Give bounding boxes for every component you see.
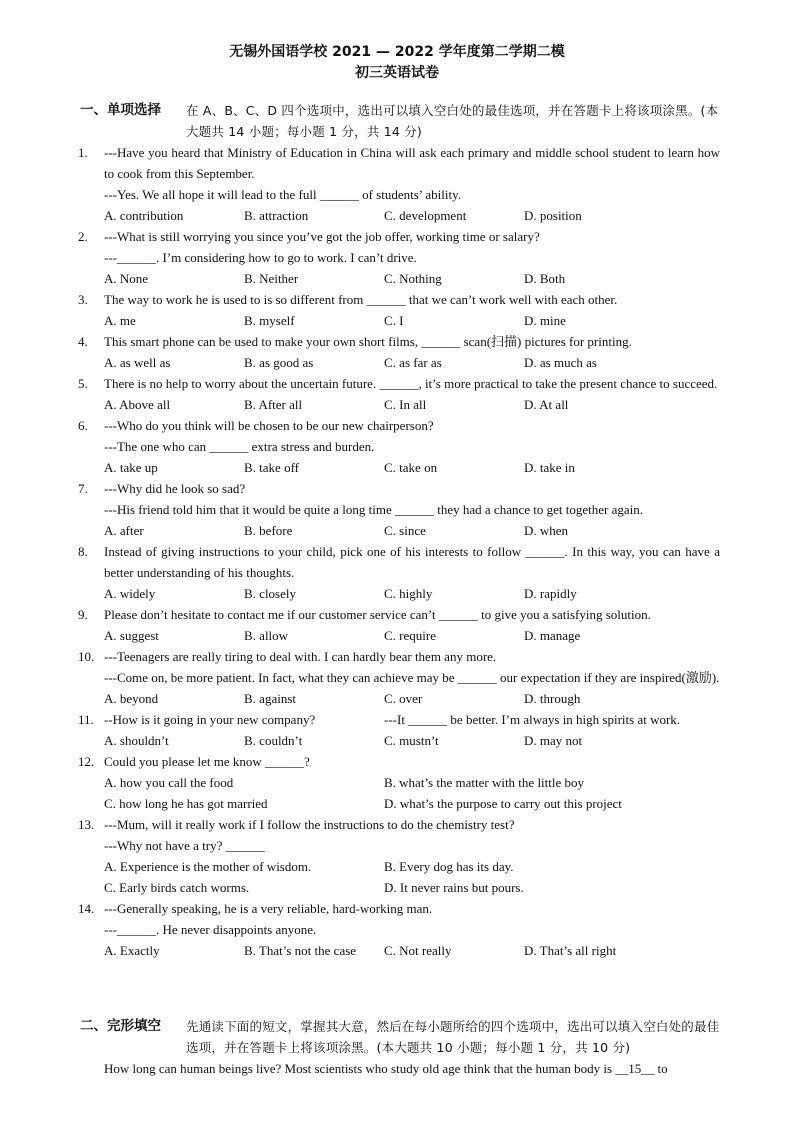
option: A. beyond [104, 691, 159, 706]
option: A. Above all [104, 397, 171, 412]
question-number: 2. [78, 229, 88, 244]
exam-title: 无锡外国语学校 2021 — 2022 学年度第二学期二模 [229, 44, 565, 60]
option: D. manage [524, 628, 581, 643]
option: C. since [384, 523, 426, 538]
options [104, 457, 720, 478]
question [80, 646, 720, 709]
option: A. how you call the food [104, 775, 234, 790]
question [80, 709, 720, 751]
option: B. Neither [244, 271, 299, 286]
option: B. closely [244, 586, 296, 601]
question-number: 3. [78, 292, 88, 307]
option: A. shouldn’t [104, 733, 169, 748]
option: C. require [384, 628, 436, 643]
question [80, 478, 720, 541]
cloze-passage: How long can human beings live? Most scientists who study old age think that the human body is __15__ to [104, 1061, 668, 1076]
option: C. over [384, 691, 423, 706]
question-text: --How is it going in your new company? [104, 712, 316, 727]
question-number: 11. [78, 712, 94, 727]
question-text: ---The one who can ______ extra stress and burden. [104, 439, 375, 454]
question-number: 1. [78, 145, 88, 160]
question [80, 331, 720, 373]
question-number: 10. [78, 649, 95, 664]
option: A. me [104, 313, 136, 328]
section-instruction: 先通读下面的短文，掌握其大意，然后在每小题所给的四个选项中，选出可以填入空白处的最佳选项，并在答题卡上将该项涂黑。(本大题共 10 小题；每小题 1 分，共 10 分) [186, 1019, 720, 1055]
option: B. against [244, 691, 296, 706]
option: D. That’s all right [524, 943, 617, 958]
option: B. take off [244, 460, 299, 475]
option: D. position [524, 208, 582, 223]
options [104, 205, 720, 226]
option: C. In all [384, 397, 427, 412]
question [80, 604, 720, 646]
question-text: ---What is still worrying you since you’ve got the job offer, working time or salary? [104, 229, 540, 244]
question-text: Could you please let me know ______? [104, 754, 310, 769]
option: A. suggest [104, 628, 159, 643]
option: B. what’s the matter with the little boy [384, 775, 585, 790]
question [80, 415, 720, 478]
option: A. take up [104, 460, 158, 475]
option: C. I [384, 313, 404, 328]
option: B. attraction [244, 208, 309, 223]
options [104, 268, 720, 289]
option: A. Experience is the mother of wisdom. [104, 859, 312, 874]
options [104, 856, 720, 877]
question-text: ---Yes. We all hope it will lead to the full ______ of students’ ability. [104, 187, 462, 202]
option: A. as well as [104, 355, 171, 370]
question-text: ---______. He never disappoints anyone. [104, 922, 317, 937]
option: D. as much as [524, 355, 597, 370]
question [80, 142, 720, 226]
options [104, 730, 720, 751]
question [80, 541, 720, 604]
option: A. widely [104, 586, 156, 601]
options [104, 940, 720, 961]
option: A. after [104, 523, 144, 538]
options [104, 772, 720, 793]
question [80, 751, 720, 814]
question-number: 6. [78, 418, 88, 433]
option: C. development [384, 208, 467, 223]
question-number: 8. [78, 544, 88, 559]
option: D. through [524, 691, 581, 706]
option: D. Both [524, 271, 566, 286]
question [80, 898, 720, 961]
question-text: There is no help to worry about the uncertain future. ______, it’s more practical to take the present chance to succeed. [104, 376, 718, 391]
option: D. may not [524, 733, 583, 748]
option: B. couldn’t [244, 733, 303, 748]
question-text: ---Teenagers are really tiring to deal with. I can hardly bear them any more. [104, 649, 497, 664]
option: D. At all [524, 397, 569, 412]
option: B. myself [244, 313, 295, 328]
options [104, 877, 720, 898]
question-text: ---Why did he look so sad? [104, 481, 246, 496]
option: D. when [524, 523, 569, 538]
option: D. It never rains but pours. [384, 880, 524, 895]
question-number: 9. [78, 607, 88, 622]
question-number: 7. [78, 481, 88, 496]
option: B. Every dog has its day. [384, 859, 514, 874]
options [104, 625, 720, 646]
question-number: 5. [78, 376, 88, 391]
section-single-choice [80, 100, 720, 961]
question-text: ---Have you heard that Ministry of Education in China will ask each primary and middle school student to learn how to cook from this September. [104, 145, 720, 181]
question-text: ---It ______ be better. I’m always in high spirits at work. [384, 712, 681, 727]
option: C. as far as [384, 355, 442, 370]
option: C. Nothing [384, 271, 442, 286]
question [80, 289, 720, 331]
question-text: This smart phone can be used to make your own short films, ______ scan(扫描) pictures for printing. [104, 334, 632, 349]
question-text: ---______. I’m considering how to go to work. I can’t drive. [104, 250, 417, 265]
option: A. Exactly [104, 943, 160, 958]
question [80, 814, 720, 898]
option: D. mine [524, 313, 566, 328]
question-text: ---Come on, be more patient. In fact, what they can achieve may be ______ our expectation if they are inspired(激励). [104, 670, 720, 685]
question-number: 4. [78, 334, 88, 349]
options [104, 352, 720, 373]
options [104, 310, 720, 331]
option: B. as good as [244, 355, 314, 370]
question [80, 373, 720, 415]
option: B. That’s not the case [244, 943, 357, 958]
option: A. contribution [104, 208, 184, 223]
question-number: 14. [78, 901, 95, 916]
option: B. before [244, 523, 293, 538]
question-text: ---Generally speaking, he is a very reliable, hard-working man. [104, 901, 433, 916]
option: A. None [104, 271, 149, 286]
option: C. mustn’t [384, 733, 439, 748]
options [104, 583, 720, 604]
question-number: 12. [78, 754, 95, 769]
option: D. rapidly [524, 586, 577, 601]
question-text: ---Why not have a try? ______ [104, 838, 265, 853]
options [104, 793, 720, 814]
question-text: ---Mum, will it really work if I follow the instructions to do the chemistry test? [104, 817, 515, 832]
option: B. After all [244, 397, 303, 412]
question-dialogue [104, 709, 720, 730]
option: C. how long he has got married [104, 796, 268, 811]
section-heading: 一、单项选择 [80, 102, 161, 118]
question-text: Instead of giving instructions to your child, pick one of his interests to follow ______. In this way, you can have a better understanding of his thoughts. [104, 544, 720, 580]
option: C. take on [384, 460, 438, 475]
option: B. allow [244, 628, 289, 643]
section-cloze [80, 1016, 720, 1079]
option: D. take in [524, 460, 575, 475]
question-text: ---Who do you think will be chosen to be our new chairperson? [104, 418, 434, 433]
option: C. Not really [384, 943, 452, 958]
options [104, 688, 720, 709]
question-text: ---His friend told him that it would be quite a long time ______ they had a chance to get together again. [104, 502, 643, 517]
exam-subtitle: 初三英语试卷 [355, 65, 439, 81]
option: D. what’s the purpose to carry out this project [384, 796, 622, 811]
section-heading: 二、完形填空 [80, 1018, 161, 1034]
question [80, 226, 720, 289]
question-number: 13. [78, 817, 95, 832]
question-text: Please don’t hesitate to contact me if our customer service can’t ______ to give you a satisfying solution. [104, 607, 651, 622]
options [104, 520, 720, 541]
section-instruction: 在 A、B、C、D 四个选项中，选出可以填入空白处的最佳选项，并在答题卡上将该项涂黑。(本大题共 14 小题；每小题 1 分，共 14 分) [186, 103, 719, 139]
question-text: The way to work he is used to is so different from ______ that we can’t work well with each other. [104, 292, 618, 307]
options [104, 394, 720, 415]
option: C. highly [384, 586, 433, 601]
option: C. Early birds catch worms. [104, 880, 250, 895]
